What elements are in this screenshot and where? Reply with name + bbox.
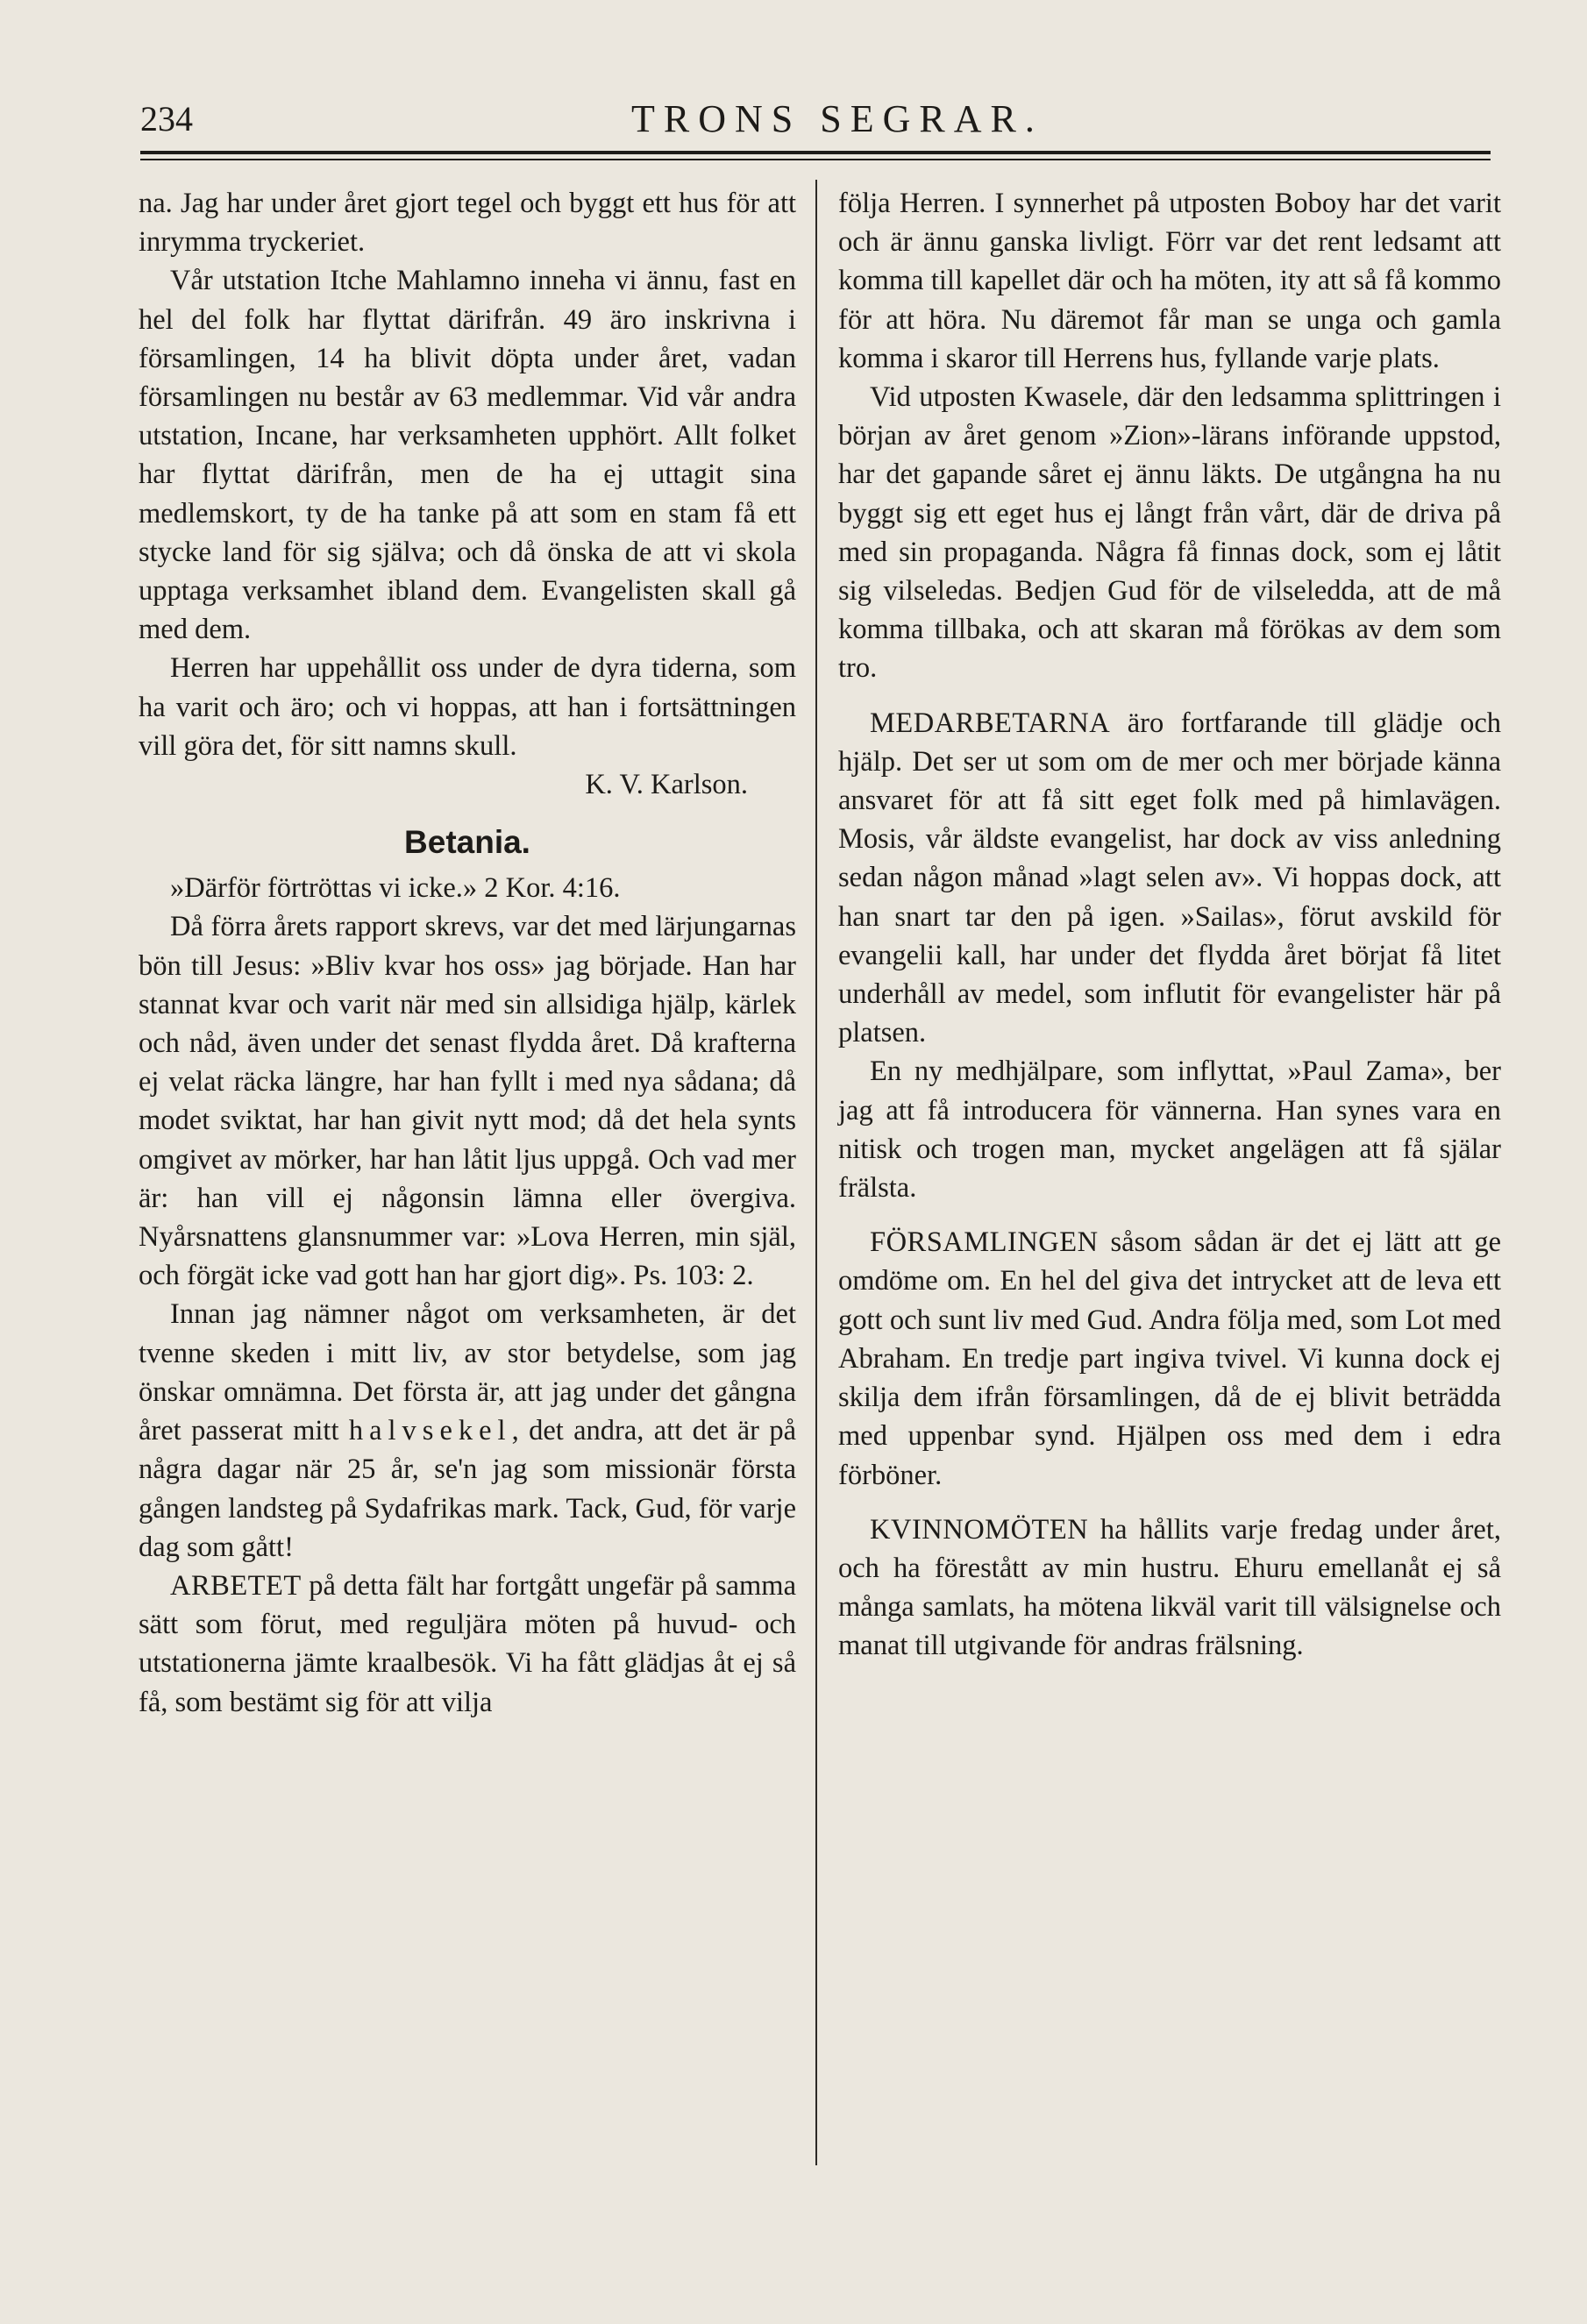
paragraph-lead-word: ARBETET bbox=[170, 1569, 302, 1602]
header-rule bbox=[140, 151, 1491, 154]
paragraph: Herren har uppehållit oss under de dyra tiderna, som ha varit och äro; och vi hoppas, att han i fortsättningen vill göra det, för sitt namns skull. bbox=[139, 652, 796, 762]
author-signature: K. V. Karlson. bbox=[585, 769, 748, 801]
paragraph: Då förra årets rapport skrevs, var det med lärjungarnas bön till Jesus: »Bliv kvar hos oss» jag började. Han har stannat kvar och varit när med sin allsidiga hjälp, kärlek och nåd, även under det senast flydda året. Då krafterna ej velat räcka längre, har han fyllt i med nya sådana; då modet sviktat, har han givit nytt mod; då det hela synts omgivet av mörker, har han låtit ljus uppgå. Och vad mer är: han vill ej någonsin lämna eller övergiva. Nyårsnattens glansnummer var: »Lova Herren, min själ, och förgät icke vad gott han har gjort dig». Ps. 103: 2. bbox=[139, 911, 796, 1292]
paragraph: Vår utstation Itche Mahlamno inneha vi ännu, fast en hel del folk har flyttat därifrån. 49 äro inskrivna i församlingen, 14 ha blivit döpta under året, vadan församlingen nu består av 63 medlemmar. Vid vår andra utstation, Incane, har verksamheten upphört. Allt folket har flyttat därifrån, men de ha ej uttagit sina medlemskort, ty de ha tanke på att som en stam få ett stycke land för sig själva; och då önska de att vi skola upptaga verksamhet ibland dem. Evangelisten skall gå med dem. bbox=[139, 265, 796, 646]
paragraph bbox=[139, 1567, 796, 1722]
paragraph-text: äro fortfarande till glädje och hjälp. Det ser ut som om de mer och mer började känna ansvaret för att få sitt eget folk med på himlavägen. Mosis, vår äldste evangelist, har dock av viss anledning sedan någon månad »lagt selen av». Vi hoppas dock, att han snart tar den på igen. »Sailas», förut avskild för evangelii kall, har under det flydda året börjat få litet underhåll av medel, som influtit för evangelister här på platsen. bbox=[838, 707, 1501, 1049]
left-column bbox=[139, 184, 796, 1722]
header-rule-thin bbox=[140, 159, 1491, 160]
paragraph-text: ha hållits varje fredag under året, och ha förestått av min hustru. Ehuru emellanåt ej så många samlats, ha mötena likväl varit till välsignelse och manat till utgivande för andras frälsning. bbox=[838, 1513, 1501, 1662]
paragraph-lead-word: MEDARBETARNA bbox=[870, 707, 1111, 739]
page-number: 234 bbox=[140, 99, 193, 139]
paragraph: Vid utposten Kwasele, där den ledsamma splittringen i början av året genom »Zion»-lärans införande uppstod, har det gapande såret ej ännu läkts. De utgångna ha nu byggt sig ett eget hus ej långt från vårt, där de driva på med sin propaganda. Några få finnas dock, som ej låtit sig vilseledas. Bedjen Gud för de vilseledda, att de må komma tillbaka, och att skaran må förökas av dem som tro. bbox=[838, 381, 1501, 685]
paragraph-text: Innan jag nämner något om verksamheten, är det tvenne skeden i mitt liv, av stor betydelse, som jag önskar omnämna. Det första är, att jag under det gångna året passerat mitt bbox=[139, 1298, 796, 1447]
paragraph-lead-word: KVINNOMÖTEN bbox=[870, 1513, 1089, 1546]
paragraph-text: på detta fält har fortgått ungefär på samma sätt som förut, med reguljära möten på huvud- och utstationerna jämte kraalbesök. Vi ha fått glädjas åt ej så få, som bestämt sig för att vilja bbox=[139, 1569, 796, 1718]
right-column bbox=[838, 184, 1501, 1666]
paragraph bbox=[838, 704, 1501, 1053]
paragraph: En ny medhjälpare, som inflyttat, »Paul Zama», ber jag att få introducera för vännerna. Han synes vara en nitisk och trogen man, mycket angelägen att få själar frälsta. bbox=[838, 1055, 1501, 1205]
paragraph-text: såsom sådan är det ej lätt att ge omdöme om. En hel del giva det intrycket att de leva ett gott och sunt liv med Gud. Andra följa med, som Lot med Abraham. En tredje part ingiva tvivel. Vi kunna dock ej skilja dem ifrån församlingen, då de ej blivit beträdda med uppenbar synd. Hjälpen oss med dem i edra förböner. bbox=[838, 1226, 1501, 1491]
paragraph bbox=[838, 1223, 1501, 1494]
epigraph-quote: »Därför förtröttas vi icke.» 2 Kor. 4:16. bbox=[170, 872, 621, 905]
column-divider bbox=[815, 180, 817, 2165]
paragraph: na. Jag har under året gjort tegel och byggt ett hus för att inrymma tryckeriet. bbox=[139, 188, 796, 259]
paragraph bbox=[139, 1295, 796, 1566]
paragraph: följa Herren. I synnerhet på utposten Boboy har det varit och är ännu ganska livligt. Förr var det rent ledsamt att komma till kapellet där och ha möten, ity att så få kommo för att höra. Nu däremot får man se unga och gamla komma i skaror till Herrens hus, fyllande varje plats. bbox=[838, 188, 1501, 374]
paragraph-text: , det andra, att det är på några dagar när 25 år, se'n jag som missionär första gången landsteg på Sydafrikas mark. Tack, Gud, för varje dag som gått! bbox=[139, 1415, 796, 1563]
paragraph-lead-word: FÖRSAMLINGEN bbox=[870, 1226, 1099, 1259]
page-header bbox=[140, 95, 1491, 147]
section-heading: Betania. bbox=[404, 824, 530, 861]
running-title: TRONS SEGRAR. bbox=[631, 97, 1043, 140]
emphasized-word: halvsekel bbox=[348, 1415, 512, 1447]
paragraph bbox=[838, 1510, 1501, 1666]
